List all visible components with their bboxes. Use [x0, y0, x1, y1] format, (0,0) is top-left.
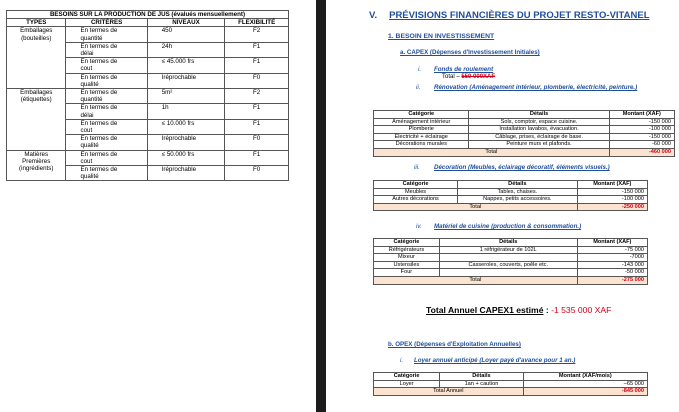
- category-cell: Aménagement intérieur: [374, 118, 469, 126]
- criterion-cell: En termes de cout: [66, 119, 147, 134]
- level-cell: 5m²: [147, 89, 225, 104]
- header-row: [374, 181, 648, 189]
- level-cell: 24h: [147, 42, 225, 57]
- total-value: -250 000: [577, 203, 647, 211]
- amount-cell: -60 000: [609, 141, 674, 149]
- criterion-cell: En termes de qualité: [66, 73, 147, 88]
- amount-cell: -150 000: [609, 133, 674, 141]
- header-row: [374, 373, 648, 381]
- col-header: Détails: [469, 111, 609, 119]
- details-cell: [439, 269, 577, 277]
- right-page: [326, 0, 679, 412]
- amount-cell: -100 000: [609, 126, 674, 134]
- category-cell: Ustensiles: [374, 261, 440, 269]
- col-header: Montant (XAF/mois): [523, 373, 647, 381]
- flex-cell: F0: [225, 166, 289, 181]
- criterion-cell: En termes de délai: [66, 42, 147, 57]
- roman-i: i.: [418, 66, 422, 73]
- amount-cell: -150 000: [609, 118, 674, 126]
- category-cell: Four: [374, 269, 440, 277]
- flex-cell: F1: [225, 119, 289, 134]
- details-cell: [439, 254, 577, 262]
- table-row: [374, 196, 648, 204]
- flex-cell: F2: [225, 27, 289, 42]
- col-header-types: TYPES: [7, 19, 66, 27]
- criterion-cell: En termes de quantité: [66, 89, 147, 104]
- total-label: Total Annuel: [374, 388, 524, 396]
- col-header: Catégorie: [374, 181, 458, 189]
- col-header: Catégorie: [374, 373, 440, 381]
- category-cell: Réfrigérateurs: [374, 246, 440, 254]
- category-cell: Décorations murales: [374, 141, 469, 149]
- table-row: [7, 89, 289, 104]
- criterion-cell: En termes de quantité: [66, 27, 147, 42]
- total-label: Total: [374, 148, 610, 156]
- capex-total: Total Annuel CAPEX1 estimé : -1 535 000 XAF: [426, 305, 612, 315]
- col-header: Détails: [440, 373, 523, 381]
- table-row: [7, 27, 289, 42]
- col-header-criteres: CRITÈRES: [66, 19, 147, 27]
- jus-needs-table: [6, 10, 289, 181]
- amount-cell: -143 000: [577, 261, 647, 269]
- flex-cell: F1: [225, 150, 289, 165]
- table-row: [374, 380, 648, 388]
- table-row: [374, 126, 675, 134]
- details-cell: Casseroles, couverts, poêle etc.: [439, 261, 577, 269]
- table-row: [374, 118, 675, 126]
- amount-cell: -50 000: [577, 269, 647, 277]
- amount-cell: -7000: [577, 254, 647, 262]
- table-cuisine: [373, 238, 648, 285]
- flex-cell: F2: [225, 89, 289, 104]
- flex-cell: F0: [225, 73, 289, 88]
- amount-cell: –65 000: [523, 380, 647, 388]
- item-loyer: Loyer annuel anticipé (Loyer payé d'avance pour 1 an.): [414, 357, 576, 364]
- criterion-cell: En termes de qualité: [66, 166, 147, 181]
- left-page: [0, 0, 316, 412]
- level-cell: ≤ 10.000 frs: [147, 119, 225, 134]
- criterion-cell: En termes de cout: [66, 150, 147, 165]
- amount-cell: -100 000: [577, 196, 647, 204]
- category-cell: Électricité + éclairage: [374, 133, 469, 141]
- amount-cell: -75 000: [577, 246, 647, 254]
- details-cell: 1 réfrigérateur de 102L: [439, 246, 577, 254]
- criterion-cell: En termes de cout: [66, 58, 147, 73]
- category-cell: Plomberie: [374, 126, 469, 134]
- category-cell: Loyer: [374, 380, 440, 388]
- roman-ii: ii.: [416, 84, 421, 91]
- total-label: Total: [374, 276, 578, 284]
- level-cell: ≤ 45.000 frs: [147, 58, 225, 73]
- table-row: [7, 150, 289, 165]
- level-cell: Iréprochable: [147, 166, 225, 181]
- item-renovation: Rénovation (Aménagement intérieur, plomberie, électricité, peinture.): [434, 84, 638, 91]
- heading-opex: b. OPEX (Dépenses d'Exploitation Annuelles): [388, 341, 521, 348]
- category-cell: Autres décorations: [374, 196, 458, 204]
- type-cell: Emballages (bouteilles): [7, 27, 66, 89]
- table-row: [374, 246, 648, 254]
- col-header: Catégorie: [374, 239, 440, 247]
- level-cell: 450: [147, 27, 225, 42]
- header-row: [374, 239, 648, 247]
- table-loyer: [373, 372, 648, 396]
- flex-cell: F0: [225, 135, 289, 150]
- flex-cell: F1: [225, 58, 289, 73]
- header-row: [374, 111, 675, 119]
- table-row: [374, 261, 648, 269]
- category-cell: Mixeur: [374, 254, 440, 262]
- col-header: Montant (XAF): [609, 111, 674, 119]
- col-header-niveaux: NIVEAUX: [147, 19, 225, 27]
- heading-besoin: 1. BESOIN EN INVESTISSEMENT: [388, 33, 495, 40]
- item-decoration: Décoration (Meubles, éclairage décoratif, éléments visuels.): [434, 164, 610, 171]
- table-row: [374, 254, 648, 262]
- details-cell: 1an + caution: [440, 380, 523, 388]
- category-cell: Meubles: [374, 188, 458, 196]
- details-cell: Peinture murs et plafonds.: [469, 141, 609, 149]
- table-row: [374, 141, 675, 149]
- col-header-flexibilite: FLEXIBILITÉ: [225, 19, 289, 27]
- flex-cell: F1: [225, 104, 289, 119]
- total-value: -275 000: [577, 276, 647, 284]
- heading-capex: a. CAPEX (Dépenses d'Investissement Initiales): [400, 49, 540, 56]
- details-cell: Câblage, prises, éclairage de base.: [469, 133, 609, 141]
- total-label: Total: [374, 203, 578, 211]
- roman-iii: iii.: [414, 164, 420, 171]
- roman-iv: iv.: [416, 223, 422, 230]
- section-heading: V. PRÉVISIONS FINANCIÈRES DU PROJET RESTO-VITANEL: [369, 10, 650, 21]
- amount-cell: -150 000: [577, 188, 647, 196]
- level-cell: ≤ 50.000 frs: [147, 150, 225, 165]
- table-row: [374, 269, 648, 277]
- table-caption: BESOINS SUR LA PRODUCTION DE JUS (évalués mensuellement): [7, 11, 289, 19]
- flex-cell: F1: [225, 42, 289, 57]
- item-fonds-roulement: Fonds de roulement: [434, 66, 494, 73]
- criterion-cell: En termes de qualité: [66, 135, 147, 150]
- page-divider: [316, 0, 326, 412]
- total-row: [374, 388, 648, 396]
- item-cuisine: Matériel de cuisine (production & consommation.): [434, 223, 582, 230]
- total-value: -460 000: [609, 148, 674, 156]
- type-cell: Matières Premières (ingrédients): [7, 150, 66, 181]
- col-header: Montant (XAF): [577, 239, 647, 247]
- table-row: [374, 188, 648, 196]
- details-cell: Nappes, petits accessoires.: [458, 196, 578, 204]
- level-cell: Iréprochable: [147, 73, 225, 88]
- col-header: Détails: [458, 181, 578, 189]
- criterion-cell: En termes de délai: [66, 104, 147, 119]
- table-decoration: [373, 180, 648, 211]
- type-cell: Emballages (étiquettes): [7, 89, 66, 151]
- level-cell: 1h: [147, 104, 225, 119]
- col-header: Détails: [439, 239, 577, 247]
- table-renovation: [373, 110, 675, 157]
- col-header: Montant (XAF): [577, 181, 647, 189]
- roman-b-i: i.: [400, 357, 404, 364]
- col-header: Catégorie: [374, 111, 469, 119]
- details-cell: Sols, comptoir, espace cuisine.: [469, 118, 609, 126]
- total-row: [374, 276, 648, 284]
- total-row: [374, 203, 648, 211]
- table-row: [374, 133, 675, 141]
- details-cell: Tables, chaises.: [458, 188, 578, 196]
- total-value: -845 000: [523, 388, 647, 396]
- details-cell: Installation lavabos, évacuation.: [469, 126, 609, 134]
- level-cell: Iréprochable: [147, 135, 225, 150]
- fonds-total: Total – 550 000XAF: [442, 74, 496, 80]
- total-row: [374, 148, 675, 156]
